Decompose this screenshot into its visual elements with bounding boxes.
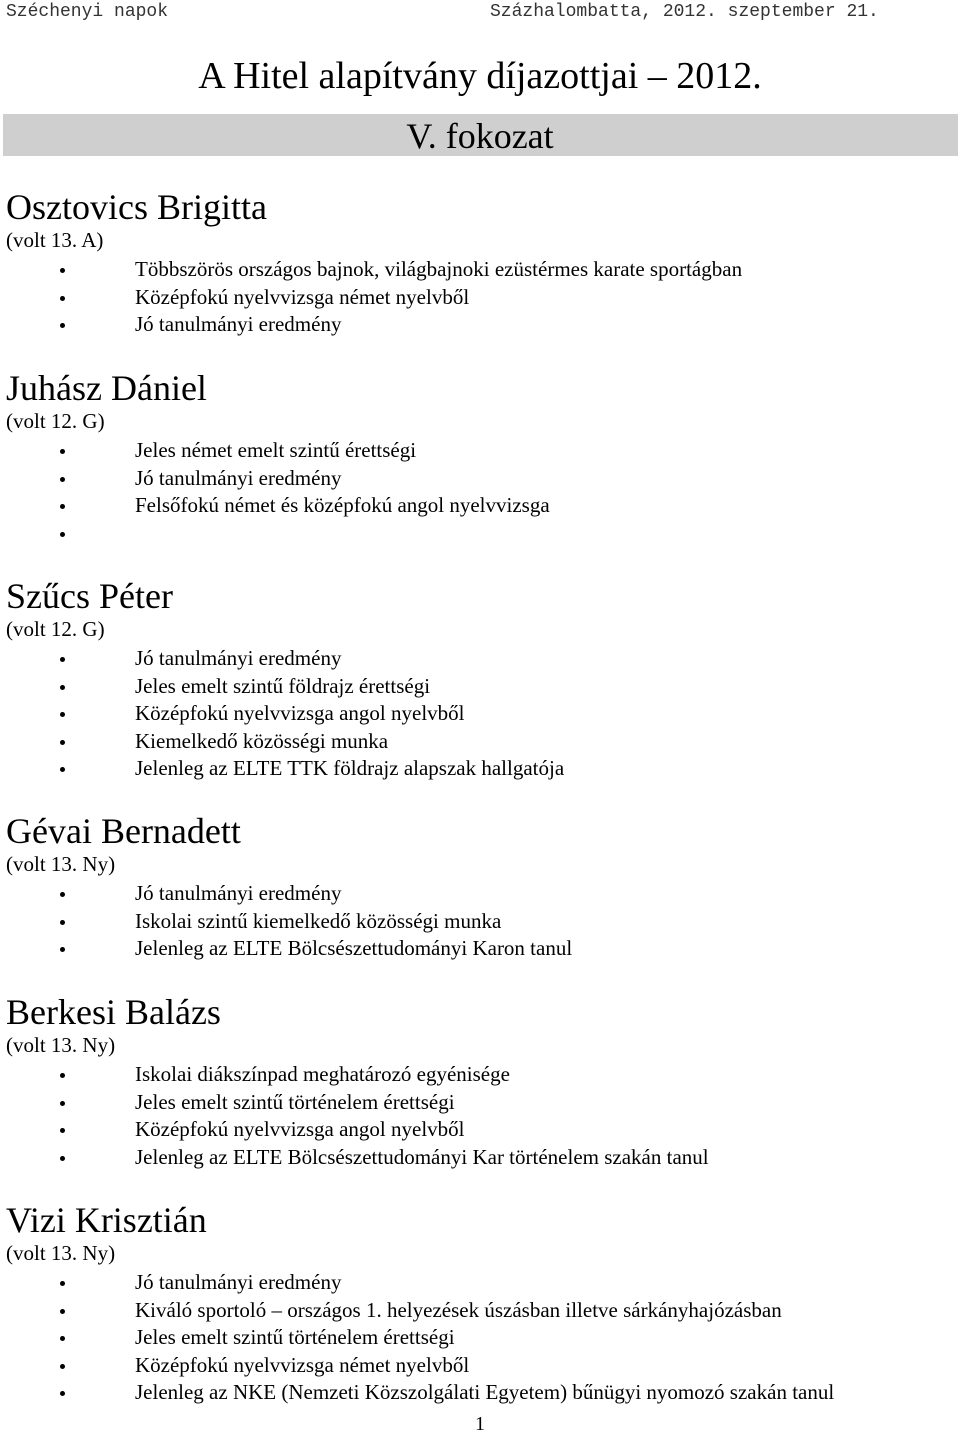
achievement-item: Jelenleg az ELTE TTK földrajz alapszak hallgatója	[6, 755, 946, 783]
achievement-item: Jelenleg az NKE (Nemzeti Közszolgálati Egyetem) bűnügyi nyomozó szakán tanul	[6, 1379, 946, 1407]
bullet-icon	[60, 685, 65, 690]
achievement-item: Többszörös országos bajnok, világbajnoki ezüstérmes karate sportágban	[6, 256, 946, 284]
bullet-icon	[60, 1128, 65, 1133]
awardee-name: Osztovics Brigitta	[6, 187, 267, 227]
achievement-item: Középfokú nyelvvizsga angol nyelvből	[6, 1116, 946, 1144]
achievement-list	[6, 1269, 946, 1407]
awardee-class: (volt 13. A)	[6, 228, 104, 252]
achievement-item: Jó tanulmányi eredmény	[6, 1269, 946, 1297]
awardee-class: (volt 13. Ny)	[6, 852, 116, 876]
achievement-item: Kiváló sportoló – országos 1. helyezések úszásban illetve sárkányhajózásban	[6, 1297, 946, 1325]
awardee-vizi-krisztian	[6, 1200, 946, 1407]
achievement-item: Iskolai szintű kiemelkedő közösségi munka	[6, 908, 946, 936]
document-title: A Hitel alapítvány díjazottjai – 2012.	[198, 55, 762, 97]
bullet-icon	[60, 1101, 65, 1106]
awardee-name: Szűcs Péter	[6, 576, 173, 616]
header-event: Széchenyi napok	[6, 2, 169, 22]
bullet-icon	[60, 767, 65, 772]
bullet-icon	[60, 740, 65, 745]
achievement-list	[6, 437, 946, 547]
awardee-gevai-bernadett	[6, 811, 946, 963]
bullet-icon	[60, 920, 65, 925]
bullet-icon	[60, 449, 65, 454]
awardee-szucs-peter	[6, 576, 946, 783]
achievement-item: Jeles emelt szintű történelem érettségi	[6, 1324, 946, 1352]
achievement-item: Jelenleg az ELTE Bölcsészettudományi Kar történelem szakán tanul	[6, 1144, 946, 1172]
awardee-class: (volt 13. Ny)	[6, 1033, 116, 1057]
awardee-class: (volt 12. G)	[6, 617, 105, 641]
achievement-item: Jeles emelt szintű földrajz érettségi	[6, 673, 946, 701]
awardee-berkesi-balazs	[6, 992, 946, 1171]
bullet-icon	[60, 1364, 65, 1369]
bullet-icon	[60, 1281, 65, 1286]
achievement-item: Iskolai diákszínpad meghatározó egyénisége	[6, 1061, 946, 1089]
achievement-item: Jó tanulmányi eredmény	[6, 645, 946, 673]
achievement-item: Jó tanulmányi eredmény	[6, 465, 946, 493]
awardee-name: Berkesi Balázs	[6, 992, 221, 1032]
achievement-item: Középfokú nyelvvizsga német nyelvből	[6, 1352, 946, 1380]
achievement-list	[6, 1061, 946, 1171]
header-place-date: Százhalombatta, 2012. szeptember 21.	[490, 2, 879, 22]
awardee-class: (volt 12. G)	[6, 409, 105, 433]
awardee-name: Juhász Dániel	[6, 368, 207, 408]
achievement-item: Felsőfokú német és középfokú angol nyelvvizsga	[6, 492, 946, 520]
bullet-icon	[60, 323, 65, 328]
bullet-icon	[60, 712, 65, 717]
bullet-icon	[60, 296, 65, 301]
bullet-icon	[60, 892, 65, 897]
achievement-list	[6, 645, 946, 783]
awardee-osztovics-brigitta	[6, 187, 946, 339]
bullet-icon	[60, 947, 65, 952]
bullet-icon	[60, 657, 65, 662]
achievement-list	[6, 256, 946, 339]
bullet-icon	[60, 532, 65, 537]
bullet-icon	[60, 1309, 65, 1314]
bullet-icon	[60, 504, 65, 509]
achievement-item: Középfokú nyelvvizsga angol nyelvből	[6, 700, 946, 728]
awardee-class: (volt 13. Ny)	[6, 1241, 116, 1265]
level-heading: V. fokozat	[406, 116, 554, 156]
bullet-icon	[60, 1156, 65, 1161]
awardee-name: Vizi Krisztián	[6, 1200, 207, 1240]
achievement-item: Jeles német emelt szintű érettségi	[6, 437, 946, 465]
achievement-item: Jó tanulmányi eredmény	[6, 311, 946, 339]
achievement-item	[6, 520, 946, 548]
bullet-icon	[60, 1073, 65, 1078]
achievement-item: Jó tanulmányi eredmény	[6, 880, 946, 908]
achievement-list	[6, 880, 946, 963]
bullet-icon	[60, 1391, 65, 1396]
awardee-juhasz-daniel	[6, 368, 946, 547]
achievement-item: Kiemelkedő közösségi munka	[6, 728, 946, 756]
page-number: 1	[475, 1413, 485, 1435]
bullet-icon	[60, 477, 65, 482]
achievement-item: Középfokú nyelvvizsga német nyelvből	[6, 284, 946, 312]
awardee-name: Gévai Bernadett	[6, 811, 241, 851]
bullet-icon	[60, 268, 65, 273]
bullet-icon	[60, 1336, 65, 1341]
achievement-item: Jelenleg az ELTE Bölcsészettudományi Karon tanul	[6, 935, 946, 963]
achievement-item: Jeles emelt szintű történelem érettségi	[6, 1089, 946, 1117]
